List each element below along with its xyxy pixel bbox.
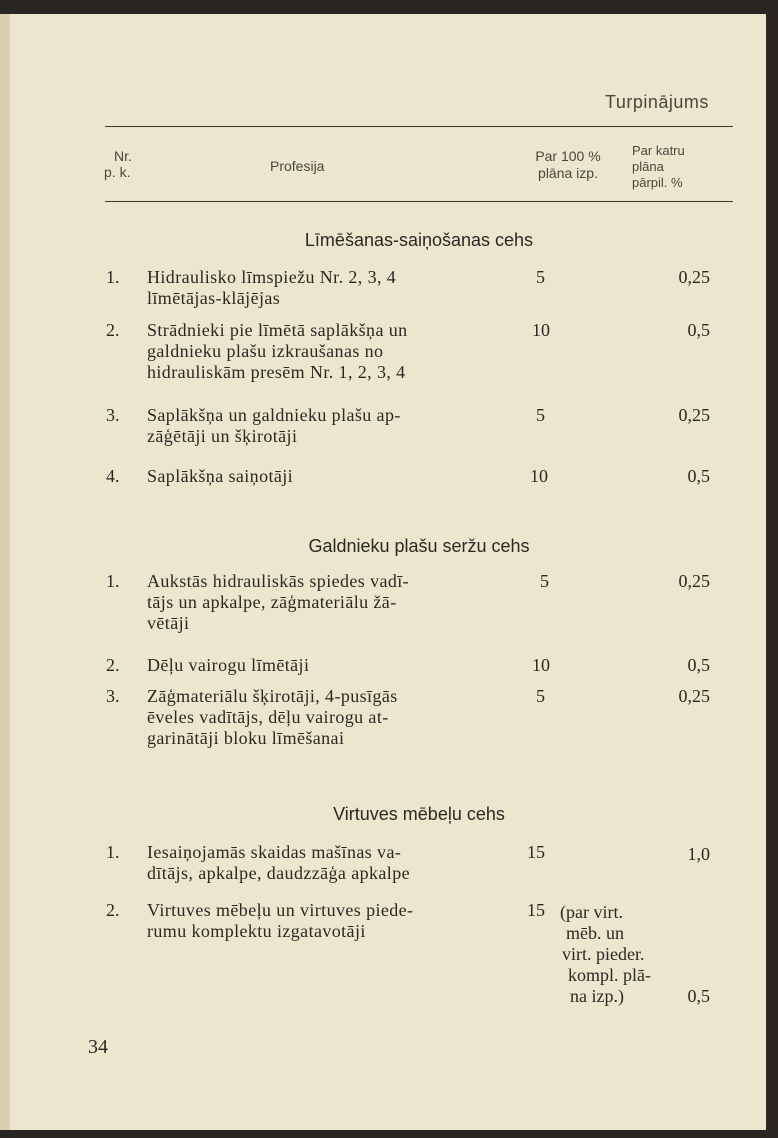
page-number: 34 bbox=[88, 1036, 108, 1058]
row-profession bbox=[147, 405, 517, 447]
row-number: 2. bbox=[106, 655, 120, 675]
profession-line: Saplākšņa un galdnieku plašu ap- bbox=[147, 405, 401, 425]
row-number: 4. bbox=[106, 466, 120, 486]
profession-line: Aukstās hidrauliskās spiedes vadī- bbox=[147, 571, 410, 591]
note-line: virt. pieder. bbox=[562, 944, 645, 964]
profession-line: ēveles vadītājs, dēļu vairogu at- bbox=[147, 707, 389, 727]
note-line: kompl. plā- bbox=[568, 965, 651, 985]
row-profession bbox=[147, 686, 517, 749]
row-par100: 15 bbox=[527, 900, 545, 920]
row-parkatru: 0,25 bbox=[678, 686, 710, 706]
header-top-rule bbox=[105, 126, 733, 127]
row-parkatru: 0,25 bbox=[678, 405, 710, 425]
row-number: 1. bbox=[106, 267, 120, 287]
row-par100: 10 bbox=[532, 655, 550, 675]
row-parkatru: 0,5 bbox=[687, 655, 710, 675]
row-profession bbox=[147, 842, 517, 884]
row-number: 1. bbox=[106, 842, 120, 862]
profession-line: Dēļu vairogu līmētāji bbox=[147, 655, 310, 675]
profession-line: Hidraulisko līmspiežu Nr. 2, 3, 4 bbox=[147, 267, 397, 287]
row-parkatru: 0,25 bbox=[678, 267, 710, 287]
profession-line: Saplākšņa saiņotāji bbox=[147, 466, 294, 486]
col-header-parkatru-1: Par katru bbox=[632, 143, 685, 158]
col-header-par100: Par 100 % plāna izp. bbox=[535, 148, 601, 181]
note-line: na izp.) bbox=[570, 986, 624, 1006]
profession-line: Iesaiņojamās skaidas mašīnas va- bbox=[147, 842, 402, 862]
col-header-profesija: Profesija bbox=[270, 158, 325, 174]
profession-line: Virtuves mēbeļu un virtuves piede- bbox=[147, 900, 414, 920]
running-head: Turpinājums bbox=[605, 92, 709, 112]
book-page bbox=[0, 14, 766, 1130]
row-number: 1. bbox=[106, 571, 120, 591]
profession-line: Zāģmateriālu šķirotāji, 4-pusīgās bbox=[147, 686, 398, 706]
col-header-pk: p. k. bbox=[104, 164, 131, 180]
header-bottom-rule bbox=[105, 201, 733, 202]
row-profession bbox=[147, 466, 517, 487]
row-parkatru: 1,0 bbox=[687, 844, 710, 864]
profession-line: vētāji bbox=[147, 613, 190, 633]
col-header-parkatru-2: plāna bbox=[632, 159, 664, 174]
row-par100: 5 bbox=[536, 686, 545, 706]
note-line: mēb. un bbox=[566, 923, 624, 943]
section-title: Līmēšanas-saiņošanas cehs bbox=[304, 230, 534, 250]
row-profession bbox=[147, 267, 517, 309]
profession-line: Strādnieki pie līmētā saplākšņa un bbox=[147, 320, 408, 340]
profession-line: līmētājas-klājējas bbox=[147, 288, 281, 308]
profession-line: rumu komplektu izgatavotāji bbox=[147, 921, 366, 941]
row-profession bbox=[147, 655, 517, 676]
profession-line: garinātāji bloku līmēšanai bbox=[147, 728, 345, 748]
row-par100: 10 bbox=[532, 320, 550, 340]
row-parkatru: 0,5 bbox=[687, 986, 710, 1006]
row-number: 2. bbox=[106, 900, 120, 920]
profession-line: zāģētāji un šķirotāji bbox=[147, 426, 298, 446]
col-header-nr: Nr. bbox=[114, 148, 132, 164]
profession-line: dītājs, apkalpe, daudzzāģa apkalpe bbox=[147, 863, 410, 883]
row-profession bbox=[147, 900, 517, 942]
profession-line: galdnieku plašu izkraušanas no bbox=[147, 341, 384, 361]
row-profession bbox=[147, 571, 517, 634]
row-parkatru: 0,25 bbox=[678, 571, 710, 591]
row-number: 2. bbox=[106, 320, 120, 340]
row-par100: 5 bbox=[536, 267, 545, 287]
note-line: (par virt. bbox=[560, 902, 623, 922]
row-par100: 15 bbox=[527, 842, 545, 862]
row-par100: 5 bbox=[540, 571, 549, 591]
page-binding-edge bbox=[0, 14, 10, 1130]
row-parkatru: 0,5 bbox=[687, 466, 710, 486]
row-par100: 10 bbox=[530, 466, 548, 486]
col-header-parkatru-3: pārpil. % bbox=[632, 175, 683, 190]
row-parkatru: 0,5 bbox=[687, 320, 710, 340]
profession-line: tājs un apkalpe, zāģmateriālu žā- bbox=[147, 592, 397, 612]
row-par100: 5 bbox=[536, 405, 545, 425]
section-title: Virtuves mēbeļu cehs bbox=[333, 804, 505, 824]
row-number: 3. bbox=[106, 686, 120, 706]
row-number: 3. bbox=[106, 405, 120, 425]
row-profession bbox=[147, 320, 517, 383]
profession-line: hidrauliskām presēm Nr. 1, 2, 3, 4 bbox=[147, 362, 406, 382]
section-title: Galdnieku plašu seržu cehs bbox=[308, 536, 530, 556]
